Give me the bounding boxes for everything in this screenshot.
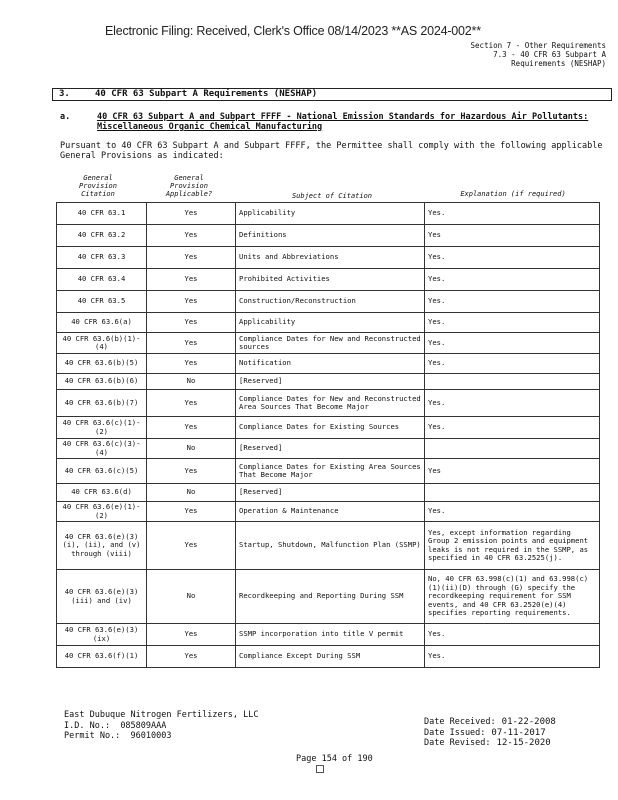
general-provisions-table [56,202,600,668]
table-row [57,291,600,313]
subject-cell: Units and Abbreviations [236,247,425,269]
subject-cell: Notification [236,354,425,374]
footer-dates [424,717,556,749]
header-citation: General Provision Citation [79,174,117,198]
explanation-cell: Yes. [425,354,600,374]
applicable-cell: Yes [147,459,236,484]
applicable-cell: Yes [147,390,236,417]
citation-cell: 40 CFR 63.6(b)(6) [57,374,147,390]
applicable-cell: Yes [147,646,236,668]
section-header-line2: 7.3 - 40 CFR 63 Subpart A [493,50,606,59]
table-row [57,646,600,668]
table-row [57,570,600,624]
subject-cell: [Reserved] [236,439,425,459]
footer-permit-value: 96010003 [130,731,172,741]
citation-cell: 40 CFR 63.5 [57,291,147,313]
citation-cell: 40 CFR 63.6(b)(7) [57,390,147,417]
explanation-cell: Yes. [425,291,600,313]
table-row [57,354,600,374]
table-row [57,313,600,333]
applicable-cell: Yes [147,333,236,354]
applicable-cell: Yes [147,417,236,439]
intro-paragraph: Pursuant to 40 CFR 63 Subpart A and Subpart FFFF, the Permittee shall comply with the following applicable General Provisions as indicated: [60,141,603,161]
footer-permit-line [64,731,258,742]
subject-cell: Compliance Dates for New and Reconstructed Area Sources That Become Major [236,390,425,417]
table-row [57,269,600,291]
applicable-cell: Yes [147,522,236,570]
subject-cell: Compliance Dates for Existing Sources [236,417,425,439]
citation-cell: 40 CFR 63.6(d) [57,484,147,502]
table-row [57,333,600,354]
explanation-cell [425,439,600,459]
section-header-line1: Section 7 - Other Requirements [470,41,606,50]
subject-cell: Startup, Shutdown, Malfunction Plan (SSMP) [236,522,425,570]
table-row [57,484,600,502]
footer-received-line [424,717,556,728]
applicable-cell: Yes [147,291,236,313]
explanation-cell [425,484,600,502]
applicable-cell: Yes [147,624,236,646]
applicable-cell: Yes [147,225,236,247]
footer-id-line [64,721,258,732]
header-subject: Subject of Citation [291,192,373,200]
table-row [57,502,600,522]
footer-received-value: 01-22-2008 [501,717,556,727]
subsection-title: 40 CFR 63 Subpart A and Subpart FFFF - National Emission Standards for Hazardous Air Pollutants: Miscellaneous Organic Chemical Manufacturing [97,112,589,132]
explanation-cell [425,374,600,390]
header-explanation: Explanation (if required) [460,190,566,198]
subject-cell: [Reserved] [236,484,425,502]
subject-cell: Construction/Reconstruction [236,291,425,313]
footer-received-label: Date Received: [424,717,496,727]
footer-facility [64,710,258,742]
applicable-cell: Yes [147,502,236,522]
section-title: 40 CFR 63 Subpart A Requirements (NESHAP) [95,89,318,99]
explanation-cell: Yes. [425,390,600,417]
footer-revised-line [424,738,556,749]
section-title-bar [52,88,612,101]
explanation-cell: Yes, except information regarding Group 2 emission points and equipment leaks is not required in the SSMP, as specified in 40 CFR 63.2525(j). [425,522,600,570]
table-row [57,459,600,484]
citation-cell: 40 CFR 63.6(f)(1) [57,646,147,668]
citation-cell: 40 CFR 63.6(e)(3)(iii) and (iv) [57,570,147,624]
explanation-cell: Yes. [425,247,600,269]
subject-cell: Compliance Except During SSM [236,646,425,668]
citation-cell: 40 CFR 63.6(c)(1)-(2) [57,417,147,439]
footer-issued-label: Date Issued: [424,727,486,738]
subject-cell: Applicability [236,313,425,333]
applicable-cell: No [147,439,236,459]
applicable-cell: No [147,374,236,390]
subject-cell: Prohibited Activities [236,269,425,291]
citation-cell: 40 CFR 63.6(e)(3)(ix) [57,624,147,646]
subject-cell: Definitions [236,225,425,247]
applicable-cell: Yes [147,269,236,291]
citation-cell: 40 CFR 63.3 [57,247,147,269]
subsection-letter: a. [60,112,71,122]
explanation-cell: No, 40 CFR 63.998(c)(1) and 63.998(c)(1)(ii)(D) through (G) specify the recordkeeping requirement for SSM events, and 40 CFR 63.2520(e)(4) specifies reporting requirements. [425,570,600,624]
table-row [57,374,600,390]
section-header [471,41,606,68]
subject-cell: Applicability [236,203,425,225]
citation-cell: 40 CFR 63.4 [57,269,147,291]
subject-cell: Compliance Dates for New and Reconstructed sources [236,333,425,354]
table-row [57,225,600,247]
page-number: Page 154 of 190 [296,754,373,764]
subject-cell: Recordkeeping and Reporting During SSM [236,570,425,624]
subject-cell: Compliance Dates for Existing Area Sources That Become Major [236,459,425,484]
footer-id-label: I.D. No.: [64,720,111,731]
citation-cell: 40 CFR 63.6(e)(3)(i), (ii), and (v) through (viii) [57,522,147,570]
citation-cell: 40 CFR 63.6(e)(1)-(2) [57,502,147,522]
citation-cell: 40 CFR 63.6(c)(3)-(4) [57,439,147,459]
applicable-cell: Yes [147,247,236,269]
footer-id-value: 085809AAA [120,720,167,731]
page-marker-icon [316,765,324,773]
explanation-cell: Yes. [425,417,600,439]
explanation-cell: Yes. [425,502,600,522]
applicable-cell: Yes [147,354,236,374]
applicable-cell: Yes [147,313,236,333]
citation-cell: 40 CFR 63.6(a) [57,313,147,333]
subject-cell: [Reserved] [236,374,425,390]
footer-issued-value: 07-11-2017 [491,727,546,738]
applicable-cell: Yes [147,203,236,225]
explanation-cell: Yes. [425,333,600,354]
citation-cell: 40 CFR 63.2 [57,225,147,247]
explanation-cell: Yes [425,459,600,484]
citation-cell: 40 CFR 63.6(b)(5) [57,354,147,374]
subject-cell: SSMP incorporation into title V permit [236,624,425,646]
footer-revised-value: 12-15-2020 [496,738,551,748]
table-row [57,247,600,269]
electronic-filing-banner: Electronic Filing: Received, Clerk's Office 08/14/2023 **AS 2024-002** [105,24,481,38]
header-applicable: General Provision Applicable? [165,174,213,198]
table-row [57,203,600,225]
table-row [57,439,600,459]
subject-cell: Operation & Maintenance [236,502,425,522]
section-header-line3: Requirements (NESHAP) [511,59,606,68]
table-row [57,624,600,646]
footer-revised-label: Date Revised: [424,738,491,748]
explanation-cell: Yes [425,225,600,247]
table-row [57,522,600,570]
citation-cell: 40 CFR 63.6(b)(1)-(4) [57,333,147,354]
section-number: 3. [59,89,70,99]
explanation-cell: Yes. [425,313,600,333]
footer-permit-label: Permit No.: [64,731,121,741]
citation-cell: 40 CFR 63.6(c)(5) [57,459,147,484]
table-row [57,417,600,439]
table-row [57,390,600,417]
explanation-cell: Yes. [425,624,600,646]
citation-cell: 40 CFR 63.1 [57,203,147,225]
applicable-cell: No [147,570,236,624]
footer-company: East Dubuque Nitrogen Fertilizers, LLC [64,710,259,720]
explanation-cell: Yes. [425,203,600,225]
footer-issued-line [424,728,556,739]
explanation-cell: Yes. [425,269,600,291]
explanation-cell: Yes. [425,646,600,668]
applicable-cell: No [147,484,236,502]
